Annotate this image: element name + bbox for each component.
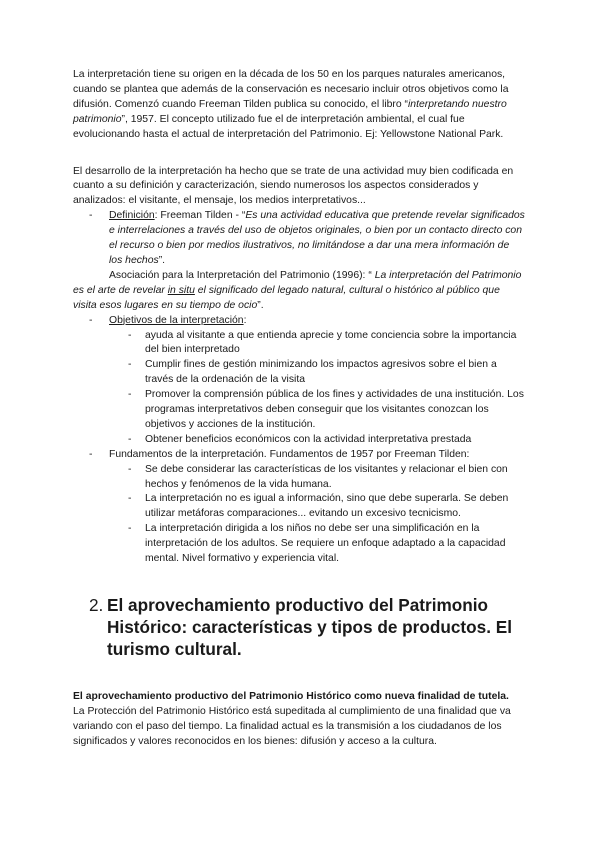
- objective-text: ayuda al visitante a que entienda aprecie y tome conciencia sobre la importancia del bien interpretado: [145, 329, 517, 356]
- association-paragraph: [73, 269, 525, 314]
- bullet-dash: -: [128, 493, 132, 505]
- list-item: [73, 522, 525, 567]
- book-title: interpretando nuestro patrimonio: [73, 98, 507, 125]
- definition-item: [73, 209, 525, 269]
- bullet-dash: -: [89, 314, 93, 326]
- fundamental-text: Se debe considerar las características de los visitantes y relacionar el bien con hechos y fenómenos de la vida humana.: [145, 463, 508, 490]
- association-quote-c: el significado del legado natural, cultural o histórico al público que visita esos lugares en su tiempo de ocio: [73, 284, 500, 311]
- list-item: [73, 433, 525, 448]
- list-item: [73, 492, 525, 522]
- objective-text: Obtener beneficios económicos con la actividad interpretativa prestada: [145, 433, 472, 445]
- association-lead: Asociación para la Interpretación del Patrimonio (1996): “: [109, 269, 375, 281]
- document-page: [73, 68, 525, 750]
- development-paragraph: El desarrollo de la interpretación ha hecho que se trate de una actividad muy bien codificada en cuanto a su definición y caracterización, siendo numerosos los aspectos considerados y analizados: el visitante, el mensaje, los medios interpretativos...: [73, 165, 514, 207]
- association-quote-a: La interpretación del Patrimonio es el arte de revelar: [73, 269, 522, 296]
- bullet-dash: -: [89, 448, 93, 460]
- definition-label: Definición: [109, 210, 155, 222]
- bullet-dash: -: [128, 329, 132, 341]
- objective-text: Cumplir fines de gestión minimizando los impactos agresivos sobre el bien a través de la ordenación de la visita: [145, 359, 497, 386]
- list-item: [73, 358, 525, 388]
- objective-text: Promover la comprensión pública de los fines y actividades de una institución. Los programas interpretativos deben conseguir que los visitantes conozcan los objetivos y acciones de la institución.: [145, 389, 524, 430]
- subsection-body: La Protección del Patrimonio Histórico está supeditada al cumplimiento de una finalidad que va variando con el paso del tiempo. La finalidad actual es la transmisión a los ciudadanos de los significados y valores reconocidos en los bienes: difusión y acceso a la cultura.: [73, 705, 511, 747]
- objectives-label: Objetivos de la interpretación: [109, 314, 244, 326]
- section-heading: [73, 594, 525, 660]
- objectives-item: [73, 314, 525, 329]
- bullet-dash: -: [128, 463, 132, 475]
- association-tail: ”.: [257, 299, 264, 311]
- fundamental-text: La interpretación no es igual a información, sino que debe superarla. Se deben utilizar metáforas comparaciones... evitando un excesivo tecnicismo.: [145, 493, 509, 520]
- subsection-title: El aprovechamiento productivo del Patrimonio Histórico como nueva finalidad de tutela.: [73, 691, 509, 702]
- fundamentals-item: [73, 448, 525, 463]
- list-item: [73, 388, 525, 433]
- section-number: 2.: [89, 595, 104, 615]
- intro-paragraph: [73, 68, 525, 143]
- fundamentals-label: Fundamentos de la interpretación. Fundamentos de 1957 por Freeman Tilden:: [109, 448, 470, 460]
- bullet-dash: -: [128, 359, 132, 371]
- intro-text-1: La interpretación tiene su origen en la década de los 50 en los parques naturales americanos, cuando se plantea que además de la conservación es necesario incluir otros objetivos como la difusión. Comenzó cuando Freeman Tilden publica su conocido, el libro “: [73, 69, 509, 110]
- list-item: [73, 463, 525, 493]
- bullet-dash: -: [128, 523, 132, 535]
- association-quote-insitu: in situ: [167, 284, 195, 296]
- fundamental-text: La interpretación dirigida a los niños no debe ser una simplificación en la interpretación de los adultos. Se requiere un enfoque adaptado a la capacidad mental. Nivel formativo y experiencia vital.: [145, 523, 506, 565]
- bullet-dash: -: [89, 210, 93, 222]
- bullet-dash: -: [128, 389, 132, 401]
- bullet-dash: -: [128, 433, 132, 445]
- intro-text-2: ”, 1957. El concepto utilizado fue el de interpretación ambiental, el cual fue evolucionando hasta el actual de interpretación del Patrimonio. Ej: Yellowstone National Park.: [73, 113, 504, 140]
- definition-quote: Es una actividad educativa que pretende revelar significados e interrelaciones a través del uso de objetos originales, o bien por un contacto directo con el recurso o bien por medios ilustrativos, no limitándose a dar una mera información de los hechos: [109, 210, 525, 266]
- section-title: El aprovechamiento productivo del Patrimonio Histórico: características y tipos de productos. El turismo cultural.: [107, 595, 512, 659]
- definition-lead: : Freeman Tilden - “: [154, 210, 246, 222]
- objectives-colon: :: [243, 314, 247, 326]
- definition-tail: ”.: [158, 254, 166, 266]
- list-item: [73, 329, 525, 359]
